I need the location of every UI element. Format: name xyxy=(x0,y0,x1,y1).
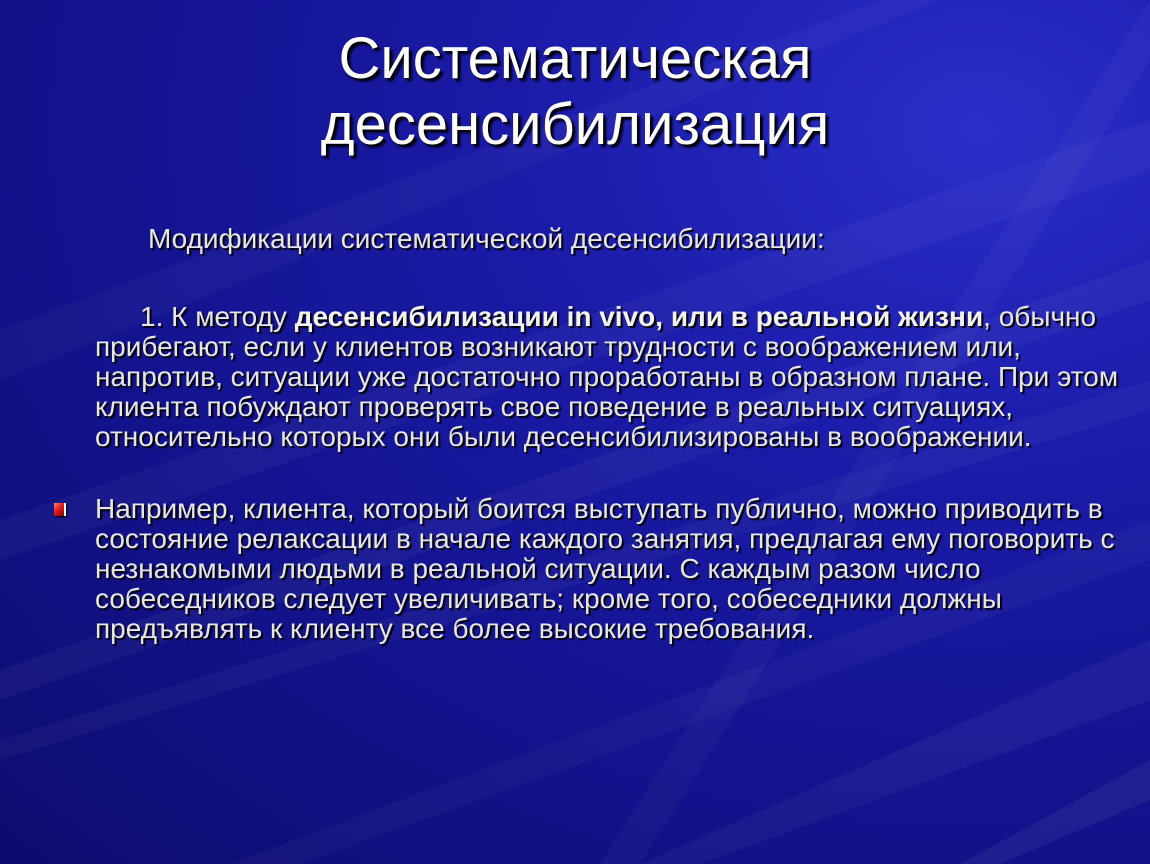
paragraph-2: Например, клиента, который боится выступать публично, можно приводить в состояние релаксации в начале каждого занятия, предлагая ему поговорить с незнакомыми людьми в реальной ситуации. С каждым разом число собеседников следует увеличивать; кроме того, собеседники должны предъявлять к клиенту все более высокие требования. xyxy=(95,493,1115,644)
paragraph-1-prefix: 1. К методу xyxy=(140,301,295,332)
subtitle: Модификации систематической десенсибилизации: xyxy=(148,223,825,254)
paragraph-1-bold: десенсибилизации in vivo, или в реальной жизни xyxy=(294,301,984,332)
paragraph-1 xyxy=(95,302,1125,452)
paragraph-1-rest: , обычно прибегают, если у клиентов возникают трудности с воображением или, напротив, ситуации уже достаточно проработаны в образном плане. При этом клиента побуждают проверять свое поведение в реальных ситуациях, относительно которых они были десенсибилизированы в воображении. xyxy=(95,301,1119,452)
square-bullet-icon xyxy=(54,503,66,516)
title-line-2: десенсибилизация xyxy=(320,92,830,157)
slide-title xyxy=(0,26,1150,158)
title-line-1: Систематическая xyxy=(338,26,812,91)
